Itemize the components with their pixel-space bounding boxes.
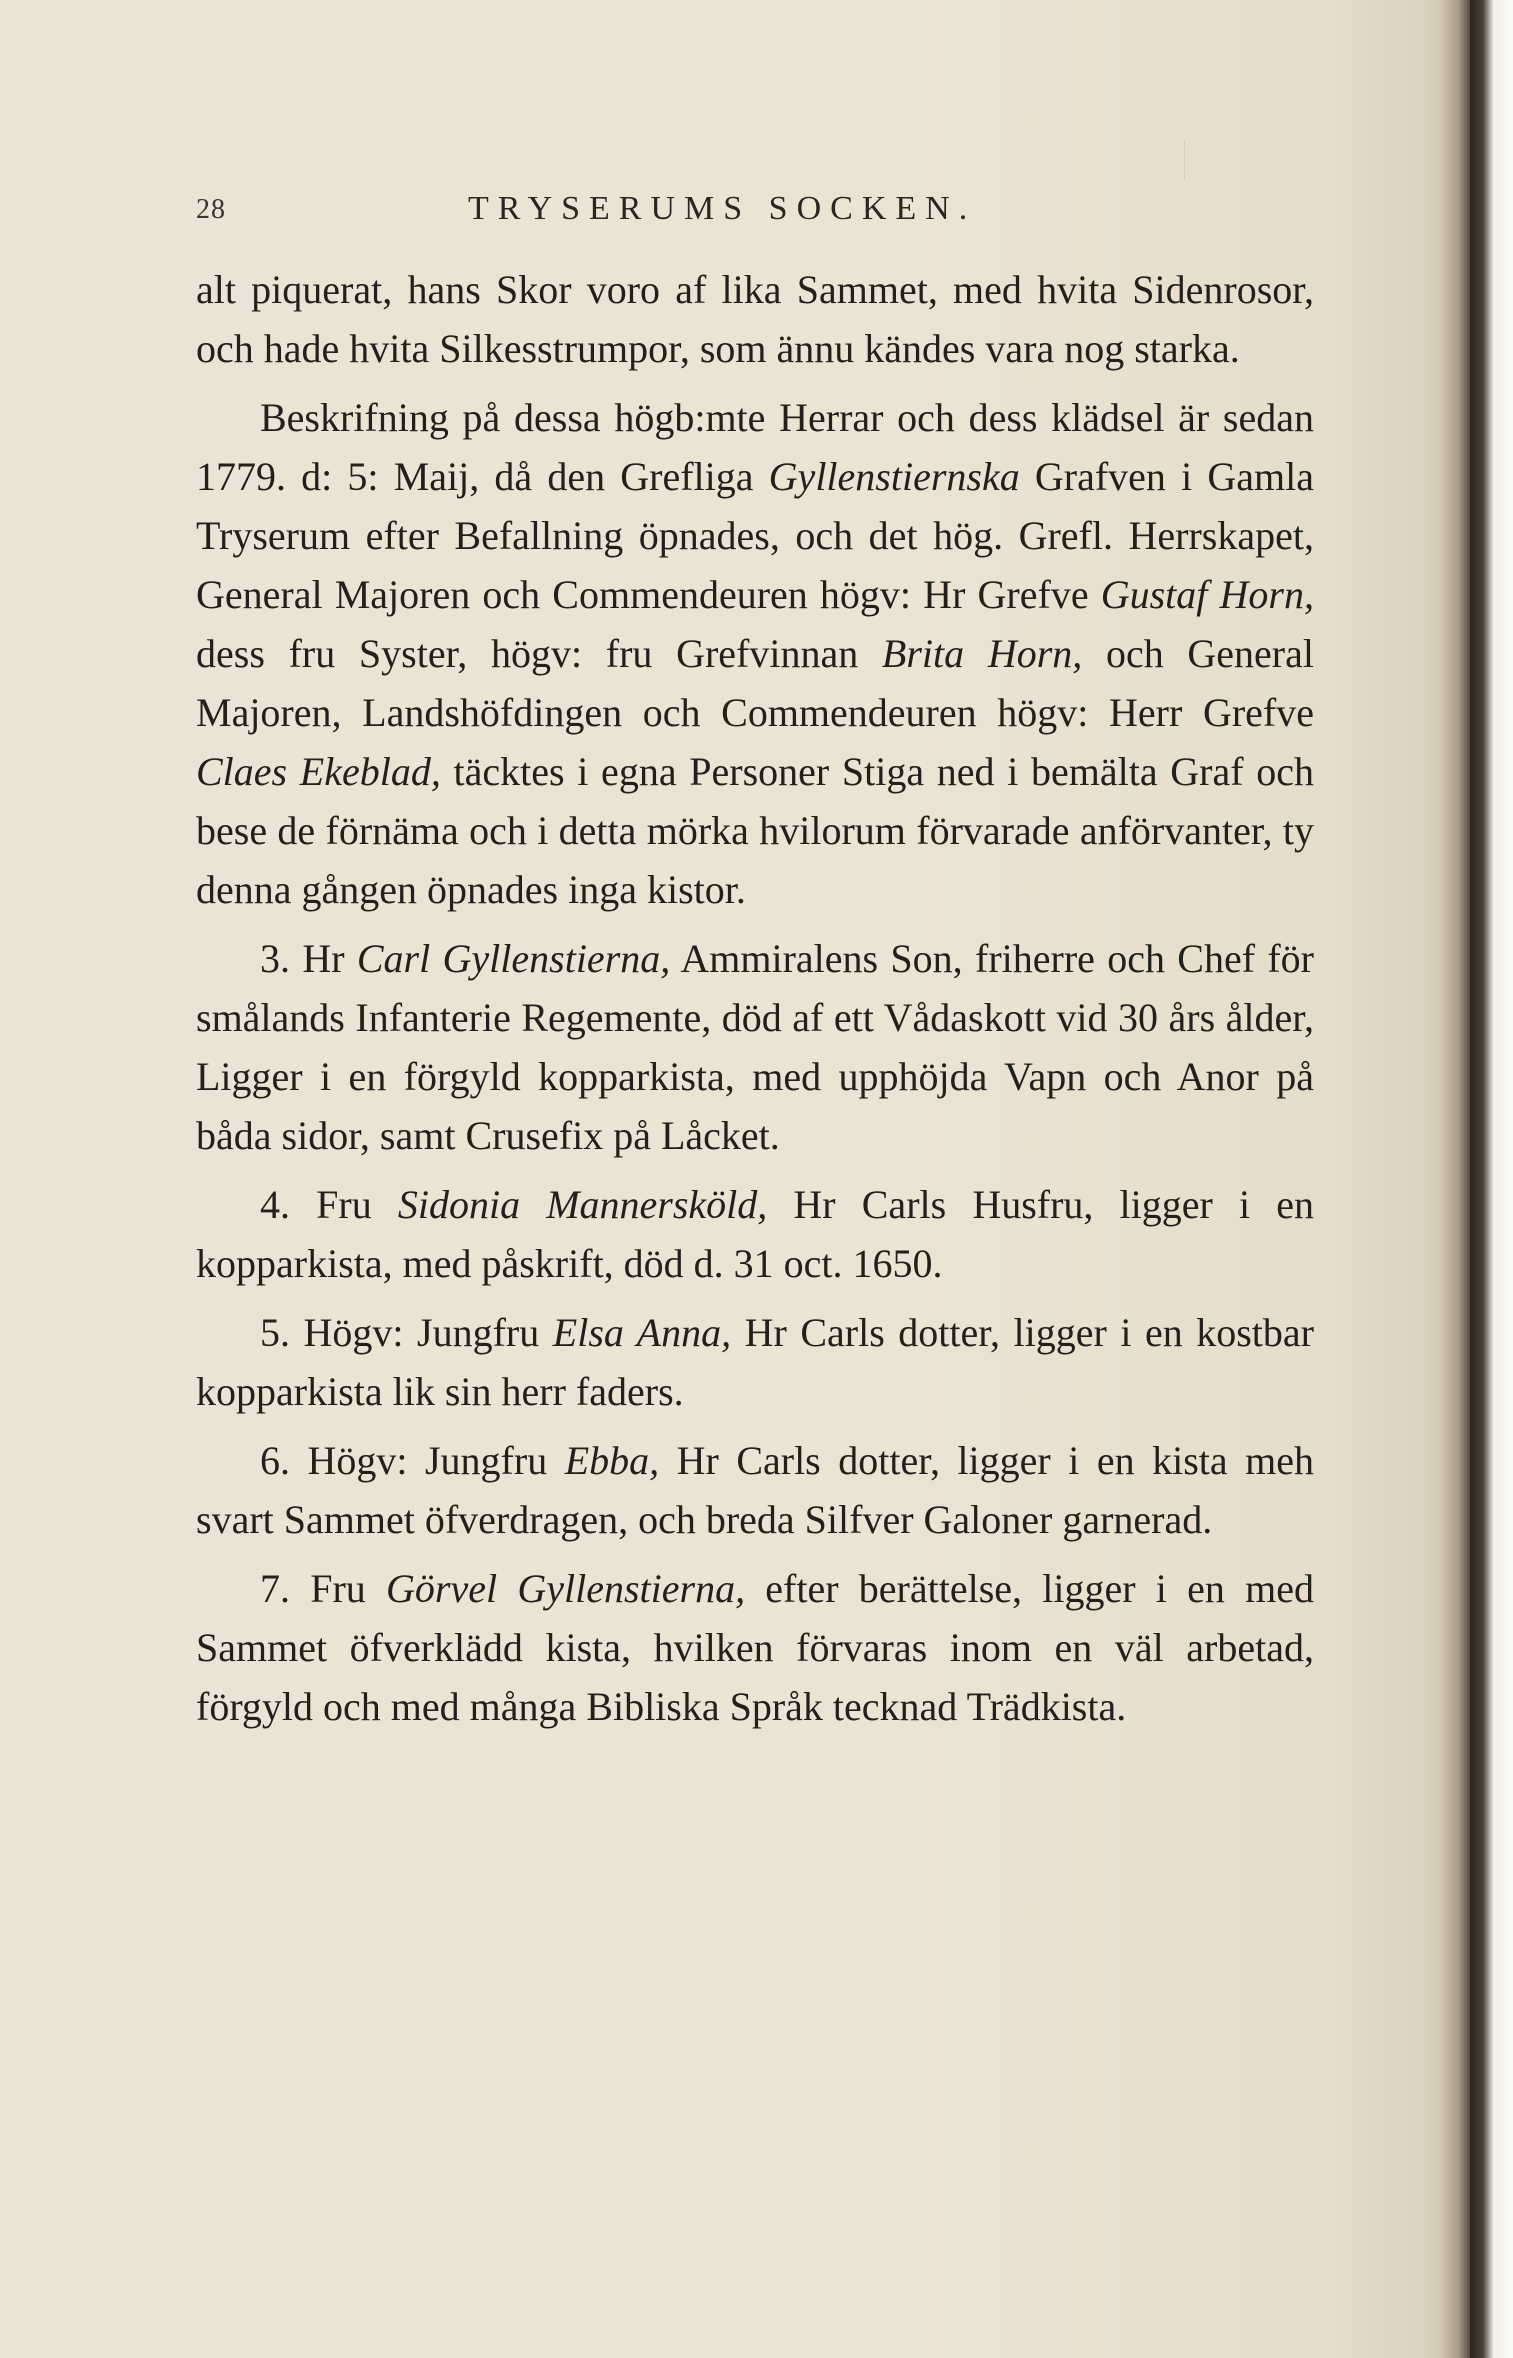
page-title: TRYSERUMS SOCKEN. <box>468 190 977 227</box>
text-span: 5. Högv: Jungfru <box>260 1310 553 1355</box>
text-span: 6. Högv: Jungfru <box>260 1438 565 1483</box>
italic-name: Claes Ekeblad, <box>196 749 441 794</box>
paragraph-item-6 <box>196 1431 1314 1549</box>
italic-name: Sidonia Mannersköld, <box>397 1182 768 1227</box>
page-number: 28 <box>196 194 226 225</box>
paragraph-item-5 <box>196 1303 1314 1421</box>
italic-name: Gustaf Horn, <box>1100 572 1314 617</box>
text-span: 3. Hr <box>260 936 357 981</box>
text-span: och General Majoren, Landshöfdingen och Commendeuren högv: Herr Grefve <box>196 631 1314 735</box>
text-span: 4. Fru <box>260 1182 398 1227</box>
italic-name: Elsa Anna, <box>552 1310 732 1355</box>
text-span: dess fru Syster, högv: fru Grefvinnan <box>196 631 882 676</box>
paragraph-item-4 <box>196 1175 1314 1293</box>
page-edge <box>1470 0 1513 2358</box>
paragraph-item-3 <box>196 929 1314 1165</box>
italic-name: Brita Horn, <box>881 631 1083 676</box>
text-span: Grafven i Gamla Tryserum efter Befallning öpnades, och det hög. Grefl. Herrskapet, General Majoren och Commendeuren högv: Hr Grefve <box>196 454 1314 617</box>
paper-crease <box>1184 140 1195 180</box>
text-span: 7. Fru <box>260 1566 387 1611</box>
paragraph-description <box>196 388 1314 919</box>
italic-name: Ebba, <box>564 1438 660 1483</box>
gutter-shadow <box>1440 0 1470 2358</box>
body-text <box>196 260 1314 1746</box>
text-span: Hr Carls Husfru, ligger i en kopparkista, med påskrift, död d. 31 oct. 1650. <box>196 1182 1314 1286</box>
text-span: täcktes i egna Personer Stiga ned i bemälta Graf och bese de förnäma och i detta mörka hvilorum förvarade anförvanter, ty denna gången öpnades inga kistor. <box>196 749 1315 912</box>
italic-name: Gyllenstiernska <box>768 454 1020 499</box>
running-head <box>196 190 1316 240</box>
text-span: Hr Carls dotter, ligger i en kostbar kopparkista lik sin herr faders. <box>196 1310 1314 1414</box>
text-span: Hr Carls dotter, ligger i en kista meh svart Sammet öfverdragen, och breda Silfver Galoner garnerad. <box>196 1438 1314 1542</box>
italic-name: Carl Gyllenstierna, <box>356 936 671 981</box>
paragraph-item-7 <box>196 1559 1314 1736</box>
text-span: alt piquerat, hans Skor voro af lika Sammet, med hvita Sidenrosor, och hade hvita Silkesstrumpor, som ännu kändes vara nog starka. <box>196 267 1314 371</box>
text-span: efter berättelse, ligger i en med Sammet öfverklädd kista, hvilken förvaras inom en väl arbetad, förgyld och med många Bibliska Språk tecknad Trädkista. <box>196 1566 1314 1729</box>
text-span: Beskrifning på dessa högb:mte Herrar och dess klädsel är sedan 1779. d: 5: Maij, då den Grefliga <box>196 395 1314 499</box>
paragraph-continued <box>196 260 1314 378</box>
italic-name: Görvel Gyllenstierna, <box>386 1566 746 1611</box>
text-span: Ammiralens Son, friherre och Chef för smålands Infanterie Regemente, död af ett Vådaskott vid 30 års ålder, Ligger i en förgyld kopparkista, med upphöjda Vapn och Anor på båda sidor, samt Crusefix på Låcket. <box>196 936 1314 1158</box>
